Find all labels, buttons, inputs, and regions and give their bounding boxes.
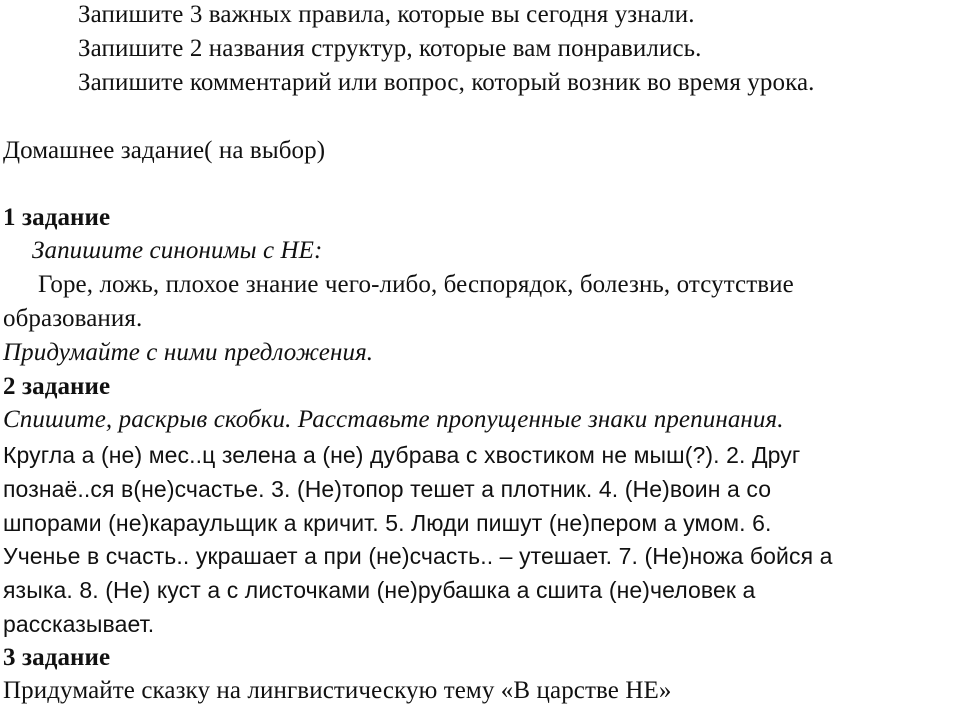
intro-line-1: Запишите 3 важных правила, которые вы сегодня узнали. xyxy=(78,1,695,28)
homework-heading: Домашнее задание( на выбор) xyxy=(3,137,326,164)
task2-text-line-3: шпорами (не)караульщик а кричит. 5. Люди пишут (не)пером а умом. 6. xyxy=(3,510,772,536)
task1-words-line-1: Горе, ложь, плохое знание чего-либо, беспорядок, болезнь, отсутствие xyxy=(38,271,794,298)
task2-title: 2 задание xyxy=(3,373,111,400)
task2-text-line-5: языка. 8. (Не) куст а с листочками (не)рубашка а сшита (не)человек а xyxy=(3,577,756,603)
task2-text-line-4: Ученье в счасть.. украшает а при (не)счасть.. – утешает. 7. (Не)ножа бойся а xyxy=(3,543,833,569)
task1-words-line-2: образования. xyxy=(3,305,143,332)
task2-text-line-1: Кругла а (не) мес..ц зелена а (не) дубрава с хвостиком не мыш(?). 2. Друг xyxy=(3,442,801,468)
task2-text-line-2: познаё..ся в(не)счастье. 3. (Не)топор тешет а плотник. 4. (Не)воин а со xyxy=(3,476,772,502)
task3-title: 3 задание xyxy=(3,644,111,671)
task1-title: 1 задание xyxy=(3,204,111,231)
task2-text-line-6: рассказывает. xyxy=(3,611,155,637)
task3-instruction: Придумайте сказку на лингвистическую тему «В царстве НЕ» xyxy=(3,677,672,704)
task1-follow-up: Придумайте с ними предложения. xyxy=(3,339,374,366)
intro-line-3: Запишите комментарий или вопрос, который возник во время урока. xyxy=(78,69,815,96)
task2-instruction: Спишите, раскрыв скобки. Расставьте пропущенные знаки препинания. xyxy=(3,406,784,433)
task1-instruction: Запишите синонимы с НЕ: xyxy=(32,237,323,264)
intro-line-2: Запишите 2 названия структур, которые вам понравились. xyxy=(78,35,702,62)
